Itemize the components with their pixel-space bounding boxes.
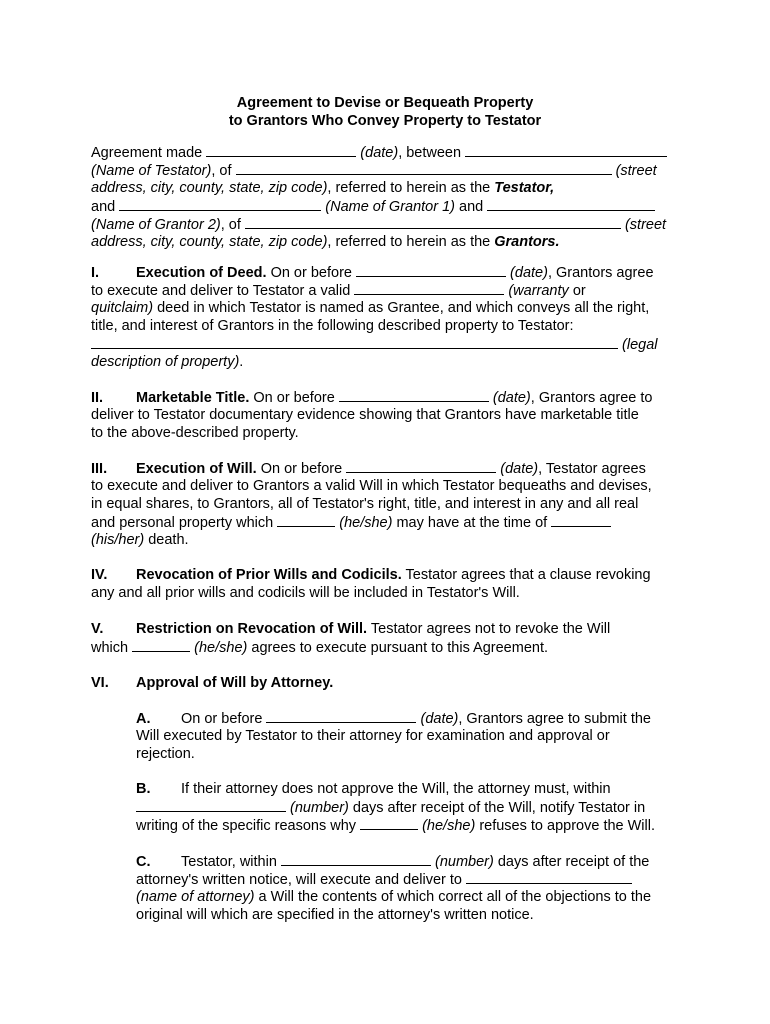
section-6b-line-2: (number) days after receipt of the Will, notify Testator in [136, 798, 645, 817]
section-2-line-2: deliver to Testator documentary evidence showing that Grantors have marketable title [91, 407, 639, 423]
possessive-blank[interactable] [551, 513, 611, 527]
section-1-line-1: I. Execution of Deed. On or before (date), Grantors agree [91, 265, 654, 281]
days-blank[interactable] [136, 798, 286, 812]
section-1-line-3: quitclaim) deed in which Testator is named as Grantee, and which conveys all the right, [91, 300, 650, 316]
grantor1-blank[interactable] [119, 197, 321, 211]
section-5-line-2: which (he/she) agrees to execute pursuant to this Agreement. [91, 640, 549, 656]
intro-line-2: (Name of Testator), of (street [91, 163, 657, 179]
grantor2-blank[interactable] [487, 197, 655, 211]
pronoun-blank[interactable] [277, 513, 335, 527]
intro-line-4: and (Name of Grantor 1) and [91, 197, 655, 216]
section-4-line-2: any and all prior wills and codicils will be included in Testator's Will. [91, 585, 520, 601]
section-3-line-5: (his/her) death. [91, 532, 189, 548]
date-blank[interactable] [206, 143, 356, 157]
section-6c-line-2: attorney's written notice, will execute and deliver to [136, 870, 632, 889]
intro-line-6: address, city, county, state, zip code), referred to herein as the Grantors. [91, 234, 560, 250]
section-3-line-4: and personal property which (he/she) may have at the time of [91, 513, 611, 532]
deed-date-blank[interactable] [356, 263, 506, 277]
between-blank[interactable] [465, 143, 667, 157]
section-6b-line-3: writing of the specific reasons why (he/she) refuses to approve the Will. [136, 818, 656, 834]
section-3-line-1: III. Execution of Will. On or before (date), Testator agrees [91, 461, 646, 477]
submit-date-blank[interactable] [266, 709, 416, 723]
document-title-line-1: Agreement to Devise or Bequeath Property [236, 95, 534, 111]
section-3-line-2: to execute and deliver to Grantors a valid Will in which Testator bequeaths and devises, [91, 478, 652, 494]
section-6c-line-4: original will which are specified in the attorney's written notice. [136, 907, 534, 923]
section-6-heading: VI. Approval of Will by Attorney. [91, 675, 334, 691]
section-6c-line-1: C. Testator, within (number) days after receipt of the [136, 854, 650, 870]
pronoun-blank[interactable] [360, 816, 418, 830]
legal-description-blank[interactable] [91, 335, 618, 349]
section-6c-line-3: (name of attorney) a Will the contents of which correct all of the objections to the [136, 889, 652, 905]
section-2-line-3: to the above-described property. [91, 425, 299, 441]
section-2-line-1: II. Marketable Title. On or before (date), Grantors agree to [91, 390, 653, 406]
attorney-name-blank[interactable] [466, 870, 632, 884]
will-date-blank[interactable] [346, 459, 496, 473]
testator-address-blank[interactable] [236, 161, 612, 175]
deed-type-blank[interactable] [354, 281, 504, 295]
intro-line-5: (Name of Grantor 2), of (street [91, 217, 667, 233]
intro-line-3: address, city, county, state, zip code), referred to herein as the Testator, [91, 180, 555, 196]
document-title-line-2: to Grantors Who Convey Property to Testator [228, 113, 542, 129]
section-4-line-1: IV. Revocation of Prior Wills and Codicils. Testator agrees that a clause revoking [91, 567, 651, 583]
grantors-address-blank[interactable] [245, 215, 621, 229]
section-1-line-6: description of property). [91, 354, 244, 370]
title-date-blank[interactable] [339, 388, 489, 402]
intro-line-1: Agreement made (date), between [91, 143, 667, 162]
days-blank[interactable] [281, 852, 431, 866]
pronoun-blank[interactable] [132, 638, 190, 652]
section-6a-line-1: A. On or before (date), Grantors agree to submit the [136, 711, 651, 727]
section-1-line-5: (legal [91, 335, 658, 354]
section-5-line-1: V. Restriction on Revocation of Will. Testator agrees not to revoke the Will [91, 621, 611, 637]
section-6a-line-2: Will executed by Testator to their attorney for examination and approval or [136, 728, 610, 744]
section-1-line-2: to execute and deliver to Testator a valid (warranty or [91, 283, 586, 299]
section-6b-line-1: B. If their attorney does not approve the Will, the attorney must, within [136, 781, 611, 797]
section-3-line-3: in equal shares, to Grantors, all of Testator's right, title, and interest in any and all real [91, 496, 639, 512]
section-6a-line-3: rejection. [136, 746, 195, 762]
section-1-line-4: title, and interest of Grantors in the following described property to Testator: [91, 318, 574, 334]
